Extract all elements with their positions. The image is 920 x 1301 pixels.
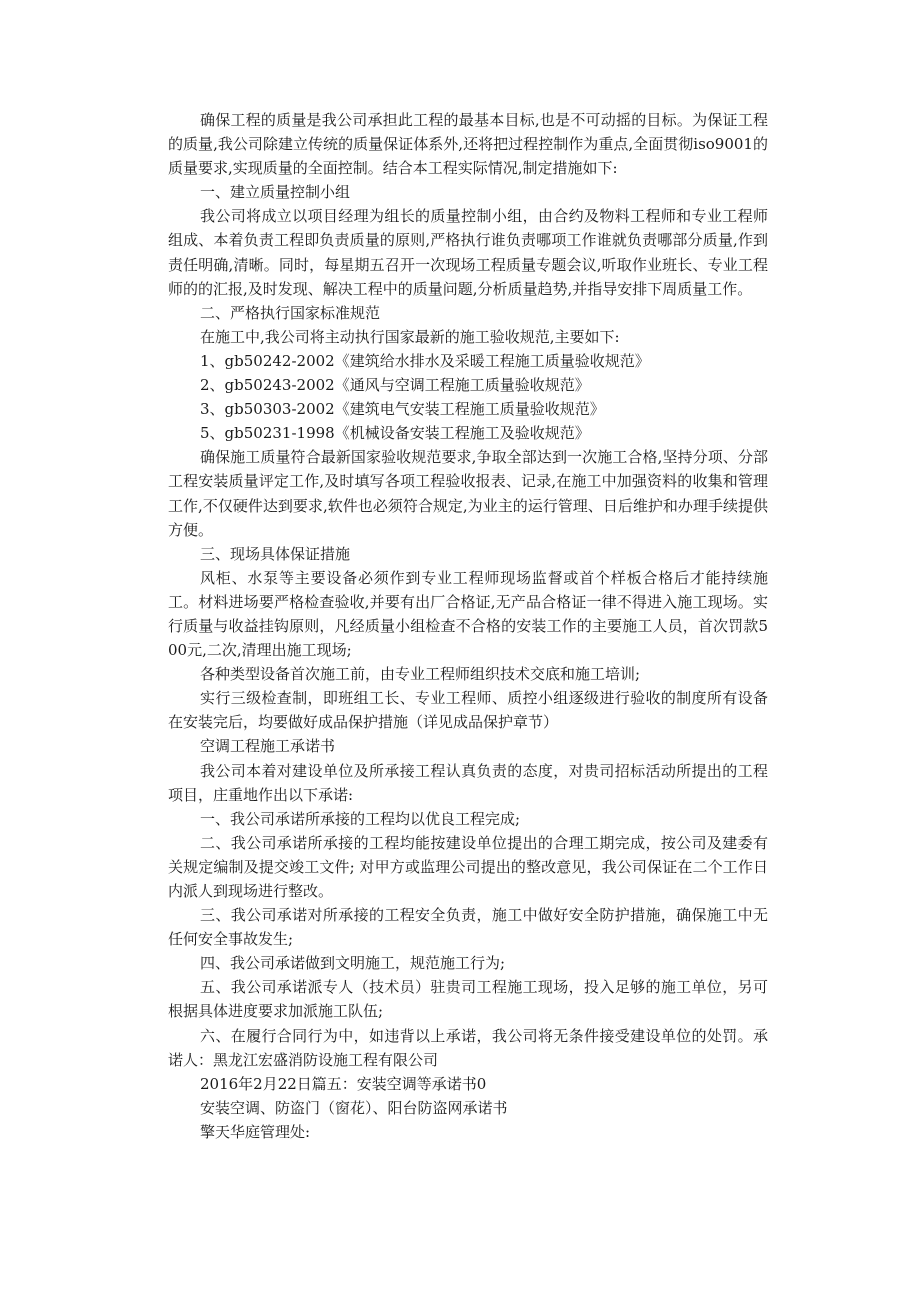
commitment-item: 四、我公司承诺做到文明施工，规范施工行为; xyxy=(200,954,506,973)
paragraph-commitment-intro: 我公司本着对建设单位及所承接工程认真负责的态度，对贵司招标活动所提出的工程项目，庄重地作出以下承诺: xyxy=(168,761,768,804)
paragraph-standards-compliance: 确保施工质量符合最新国家验收规范要求,争取全部达到一次施工合格,坚持分项、分部工程安装质量评定工作,及时填写各项工程验收报表、记录,在施工中加强资料的收集和管理工作,不仅硬件达到要求,软件也必须符合规定,为业主的运行管理、日后维护和办理手续提供方便。 xyxy=(168,448,768,539)
paragraph-site-measures: 风柜、水泵等主要设备必须作到专业工程师现场监督或首个样板合格后才能持续施工。材料进场要严格检查验收,并要有出厂合格证,无产品合格证一律不得进入施工现场。实行质量与收益挂钩原则，凡经质量小组检查不合格的安装工作的主要施工人员，首次罚款500元,二次,清理出施工现场; xyxy=(168,568,768,660)
commitment-item: 一、我公司承诺所承接的工程均以优良工程完成; xyxy=(200,809,521,828)
date-line: 2016年2月22日篇五：安装空调等承诺书0 xyxy=(200,1074,487,1093)
addressee-line: 擎天华庭管理处: xyxy=(200,1122,311,1141)
standard-item: 1、gb50242-2002《建筑给水排水及采暖工程施工质量验收规范》 xyxy=(200,351,650,370)
standard-item: 2、gb50243-2002《通风与空调工程施工质量验收规范》 xyxy=(200,376,590,395)
heading-site-measures: 三、现场具体保证措施 xyxy=(200,544,351,563)
document-body xyxy=(168,108,768,1144)
paragraph-standards-intro: 在施工中,我公司将主动执行国家最新的施工验收规范,主要如下: xyxy=(200,327,620,346)
paragraph-quality-group: 我公司将成立以项目经理为组长的质量控制小组，由合约及物料工程师和专业工程师组成、本着负责工程即负责质量的原则,严格执行谁负责哪项工作谁就负责哪部分质量,作到责任明确,清晰。同时，每星期五召开一次现场工程质量专题会议,听取作业班长、专业工程师的的汇报,及时发现、解决工程中的质量问题,分析质量趋势,并指导安排下周质量工作。 xyxy=(168,207,768,298)
paragraph-three-level-inspection: 实行三级检查制，即班组工长、专业工程师、质控小组逐级进行验收的制度所有设备在安装完后，均要做好成品保护措施（详见成品保护章节） xyxy=(168,689,768,732)
commitment-item: 三、我公司承诺对所承接的工程安全负责，施工中做好安全防护措施，确保施工中无任何安全事故发生; xyxy=(168,906,768,949)
heading-national-standards: 二、严格执行国家标准规范 xyxy=(200,303,381,322)
heading-installation-commitment: 安装空调、防盗门（窗花）、阳台防盗网承诺书 xyxy=(200,1098,508,1117)
paragraph-technical-briefing: 各种类型设备首次施工前，由专业工程师组织技术交底和施工培训; xyxy=(200,665,641,684)
commitment-item: 二、我公司承诺所承接的工程均能按建设单位提出的合理工期完成，按公司及建委有关规定编制及提交竣工文件; 对甲方或监理公司提出的整改意见，我公司保证在二个工作日内派人到现场进行整改。 xyxy=(168,833,768,900)
standard-item: 5、gb50231-1998《机械设备安装工程施工及验收规范》 xyxy=(200,424,590,443)
paragraph-intro: 确保工程的质量是我公司承担此工程的最基本目标,也是不可动摇的目标。为保证工程的质量,我公司除建立传统的质量保证体系外,还将把过程控制作为重点,全面贯彻iso9001的质量要求,实现质量的全面控制。结合本工程实际情况,制定措施如下: xyxy=(168,111,768,178)
standard-item: 3、gb50303-2002《建筑电气安装工程施工质量验收规范》 xyxy=(200,400,605,419)
heading-commitment-letter: 空调工程施工承诺书 xyxy=(200,737,336,756)
heading-quality-control-group: 一、建立质量控制小组 xyxy=(200,183,351,202)
commitment-item: 五、我公司承诺派专人（技术员）驻贵司工程施工现场，投入足够的施工单位，另可根据具体进度要求加派施工队伍; xyxy=(168,978,768,1021)
commitment-item-signature: 六、在履行合同行为中，如违背以上承诺，我公司将无条件接受建设单位的处罚。承诺人：黑龙江宏盛消防设施工程有限公司 xyxy=(168,1026,768,1069)
